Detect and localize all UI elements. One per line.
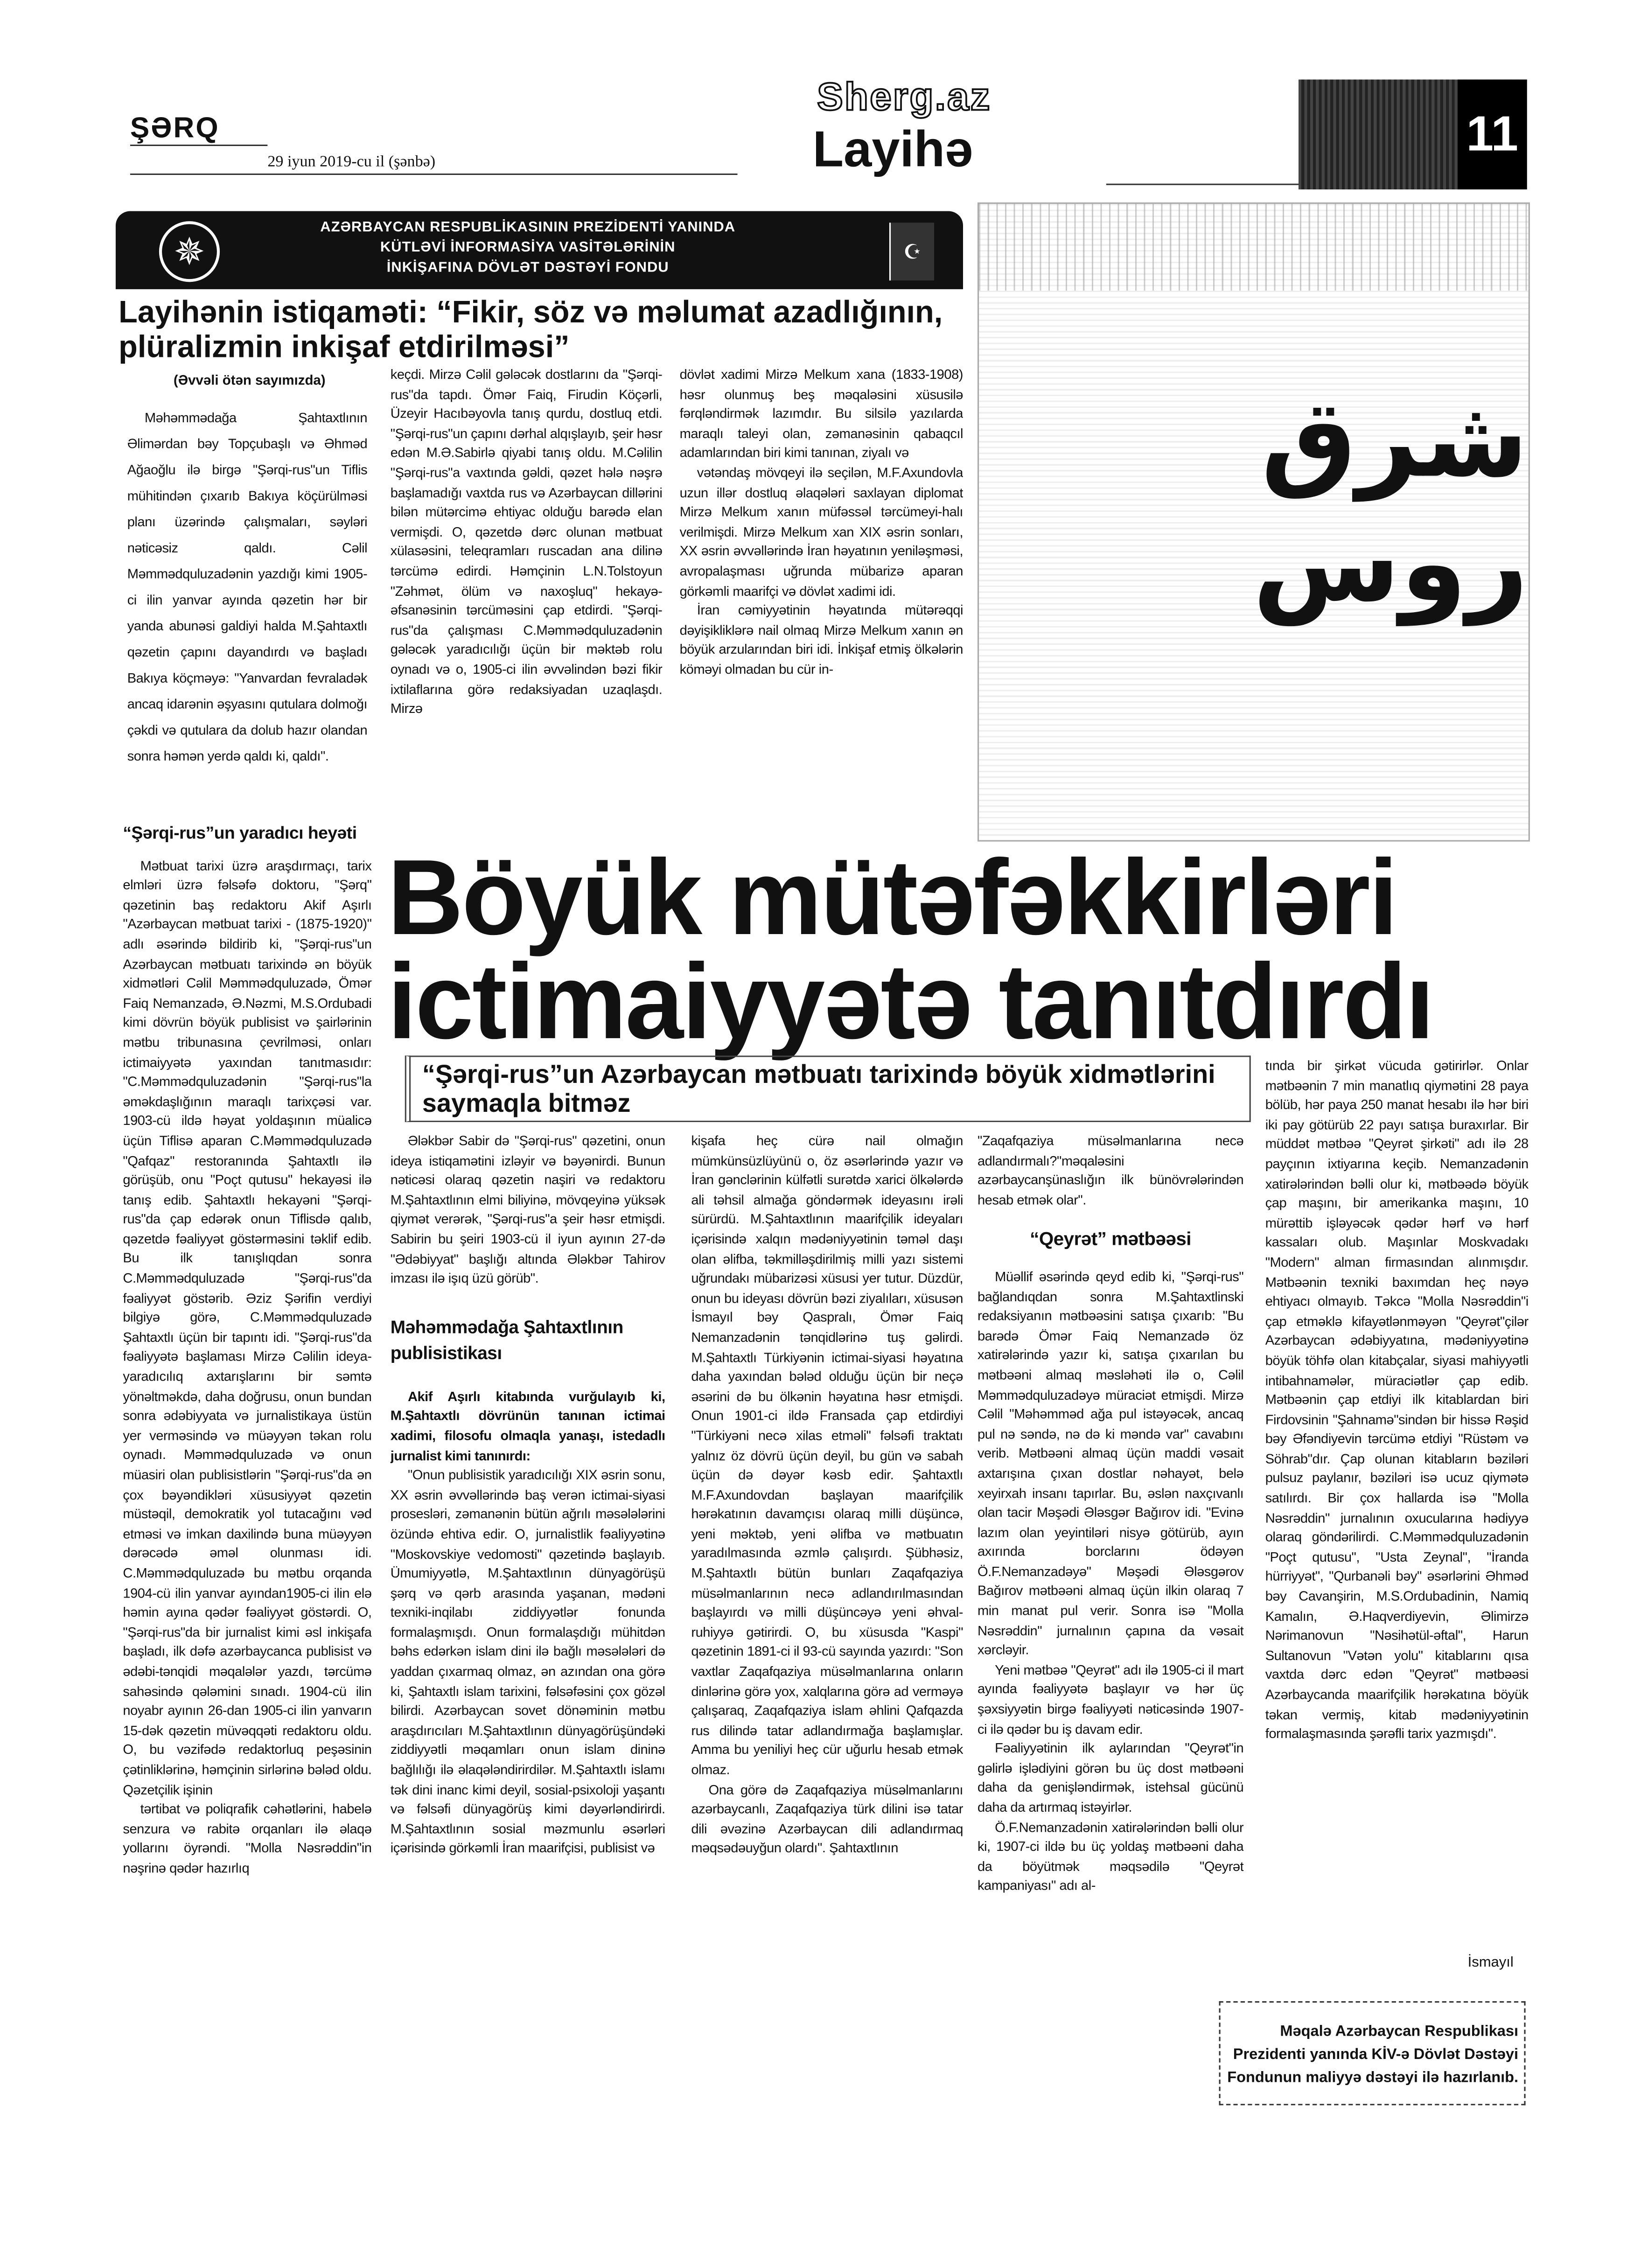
paragraph: Fəaliyyətinin ilk aylarından "Qeyrət"in gəlirlə işlədiyini görən bu üç dost mətbəəni daha da genişləndirmək, istehsal gücünü daha da artırmaq istəyirlər.	[977, 1739, 1244, 1815]
page-number-box	[1299, 79, 1527, 189]
banner-line: İNKİŞAFINA DÖVLƏT DƏSTƏYİ FONDU	[386, 260, 669, 276]
divider	[130, 174, 738, 175]
site-name: Sherg.az	[817, 75, 992, 119]
paragraph: Yeni mətbəə "Qeyrət" adı ilə 1905-ci il mart ayında fəaliyyətə başlayır və hər üç şəxsiyyətin birgə fəaliyyəti nəticəsində 1907-ci ilə qədər bu iş davam edir.	[977, 1661, 1244, 1736]
subtitle: “Şərqi-rus”un Azərbaycan mətbuatı tarixində böyük xidmətlərini saymaqla bitməz	[422, 1060, 1215, 1118]
column-3-bottom	[691, 1131, 963, 2099]
section-title: Layihə	[812, 121, 973, 178]
credit-line: Prezidenti yanında KİV-ə Dövlət Dəstəyi	[1233, 2046, 1519, 2064]
issue-date: 29 iyun 2019-cu il (şənbə)	[267, 153, 436, 171]
paragraph: "Onun publisistik yaradıcılığı XIX əsrin sonu, XX əsrin əvvəllərində baş verən ictimai-siyasi prosesləri, zəmanənin bütün ağrılı məsələlərini özündə ehtiva edir. O, jurnalistlik fəaliyyətinə "Moskovskiye vedomosti" qəzetində başlayıb. Ümumiyyətlə, M.Şahtaxtlının dünyagörüşü şərq və qərb arasında yaşanan, mədəni texniki-inqilabı ziddiyyətlər fonunda formalaşmışdı. Onun formalaşdığı mühitdən bəhs edərkən islam dini ilə bağlı məsələləri də yaddan çıxarmaq olmaz, ən azından ona görə ki, Şahtaxtlı islam tarixini, fəlsəfəsini çox gözəl bilirdi. Azərbaycan sovet dönəminin mətbu araşdırıcıları M.Şahtaxtlının dünyagörüşündəki ziddiyyətli məqamları onun islam dininə bağlılığı ilə əlaqələndirirdilər. M.Şahtaxtlı islamı tək dini inanc kimi deyil, sosial-psixoloji yaşantı və fəlsəfi dünyagörüş kimi dəyərləndirirdi. M.Şahtaxtlının sosial məzmunlu əsərləri içərisində görkəmli İran maarifçisi, publisist və	[390, 1466, 665, 1856]
banner-line: AZƏRBAYCAN RESPUBLİKASININ PREZİDENTİ YANINDA	[320, 220, 736, 236]
paragraph: dövlət xadimi Mirzə Melkum xana (1833-1908) həsr olunmuş beş məqaləsini xüsusilə fərqləndirmək lazımdır. Bu silsilə yazılarda maraqlı taleyi olan, zəmanəsinin qabaqcıl adamlarından biri kimi tanınan, ziyalı və	[679, 366, 964, 461]
banner-line: KÜTLƏVİ İNFORMASİYA VASİTƏLƏRİNİN	[380, 240, 676, 256]
paragraph: keçdi. Mirzə Cəlil gələcək dostlarını da "Şərqi-rus"da tapdı. Ömər Faiq, Firudin Köçərli, Üzeyir Hacıbəyovla tanış qurdu, dostluq etdi. "Şərqi-rus"un çapını dərhal alqışlayıb, şeir həsr edən M.Ə.Sabirlə qiyabi tanış oldu. M.Cəlilin "Şərqi-rus"a vaxtında gəldi, qəzet hələ nəşrə başlamadığı vaxtda rus və Azərbaycan dillərini bilən mütərcimə ehtiyac olduğu barədə elan vermişdi. O, qəzetdə dərc olunan mətbuat xülasəsini, teleqramları ruscadan ana dilinə tərcümə edirdi. Həmçinin L.N.Tolstoyun "Zəhmət, ölüm və naxoşluq" hekayə-əfsanəsinin tərcüməsini çap etdirdi. "Şərqi-rus"da çalışması C.Məmmədquluzadənin gələcək yaradıcılığı üçün bir məktəb rolu oynadı və o, 1905-ci ilin əvvəlindən bəzi fikir ixtilaflarına görə redaksiyadan uzaqlaşdı. Mirzə	[390, 366, 663, 716]
main-title-line-2: ictimaiyyətə tanıtdırdı	[387, 941, 1433, 1061]
continued-note: (Əvvəli ötən sayımızda)	[173, 373, 326, 389]
arabic-calligraphy: شرق روس	[1252, 377, 1529, 626]
newspaper-masthead-photo	[978, 202, 1530, 842]
paragraph: kişafa heç cürə nail olmağın mümkünsüzlüyünü o, öz əsərlərində yazır və İran gənclərinin külfətli surətdə xarici ölkələrdə ali təhsil almağa göndərmək ideyasını irəli sürürdü. M.Şahtaxtlının maarifçilik ideyaları içərisində xalqın mədəniyyətinin təməl daşı olan əlifba, təkmilləşdirilmiş milli yazı sistemi uğrundakı mübarizəsi xüsusi yer tutur. Düzdür, onun bu ideyası dövrün bəzi ziyalıları, xüsusən İsmayıl bəy Qaspralı, Ömər Faiq Nemanzadənin tənqidlərinə tuş gəlirdi. M.Şahtaxtlı Türkiyənin ictimai-siyasi həyatına daha yaxından bələd olduğu üçün bir neçə əsərini də bu ölkənin həyatına həsr etmişdi. Onun 1901-ci ildə Fransada çap etdirdiyi "Türkiyəni necə xilas etməli" fəlsəfi traktatı yalnız öz dövrü üçün deyil, bu gün və sabah üçün də dəyər kəsb edir. Şahtaxtlı M.F.Axundovdan başlayan maarifçilik hərəkatının davamçısı olaraq milli düşüncə, yeni məktəb, yeni əlifba və mətbuatın yaradılmasında əzmlə çalışırdı. Şübhəsiz, M.Şahtaxtlı bütün bunları Zaqafqaziya müsəlmanlarının necə adlandırılmasından başlayırdı və milli düşüncəyə yeni əhval-ruhiyyə gətirirdi. O, bu xüsusda "Kaspi" qəzetinin 1891-ci il 93-cü sayında yazırdı: "Son vaxtlar Zaqafqaziya müsəlmanlarına onların dinlərinə görə yox, xalqlarına görə ad verməyə çalışaraq, Zaqafqaziya islam əhlini Qafqazda rus dilində tatar adlandırmağa başlamışlar. Amma bu yeniliyi heç cür uğurlu hesab etmək olmaz.	[691, 1132, 964, 1777]
paragraph: İran cəmiyyətinin həyatında mütərəqqi dəyişikliklərə nail olmaq Mirzə Melkum xanın ən böyük arzularından biri idi. İnkişaf etmiş ölkələrin köməyi olmadan bu cür in-	[679, 601, 964, 677]
paragraph: Ələkbər Sabir də "Şərqi-rus" qəzetini, onun ideya istiqamətini izləyir və bəyənirdi. Bunun nəticəsi olaraq qəzetin naşiri və redaktoru M.Şahtaxtlının elmi biliyinə, mövqeyinə yüksək qiymət verərək, "Şərqi-rus"a şeir həsr etmişdi. Sabirin bu şeiri 1903-cü il iyun ayının 27-də "Ədəbiyyat" başlığı altında Ələkbər Tahirov imzası ilə işıq üzü görüb".	[390, 1132, 665, 1286]
divider	[130, 145, 267, 146]
paragraph: Ona görə də Zaqafqaziya müsəlmanlarını azərbaycanlı, Zaqafqaziya türk dilini isə tatar dili əvəzinə Azərbaycan dili adlandırmaq məqsədəuyğun olardı". Şahtaxtlının	[691, 1780, 964, 1856]
paragraph: vətəndaş mövqeyi ilə seçilən, M.F.Axundovla uzun illər dostluq əlaqələri saxlayan diplomat Mirzə Melkum xanın müfəssəl tərcümeyi-halı verilmişdi. Mirzə Melkum xan XIX əsrin sonları, XX əsrin əvvəllərində İran həyatının yeniləşməsi, avropalaşması uğrunda mübarizə aparan görkəmli maarifçi və dövlət xadimi idi.	[679, 464, 964, 598]
column-1-bottom	[123, 813, 371, 2100]
flag-icon: ☪	[889, 223, 934, 280]
main-title-line-1: Böyük mütəfəkkirləri	[387, 837, 1397, 957]
subheading: “Şərqi-rus”un yaradıcı heyəti	[123, 823, 357, 843]
column-2-bottom	[391, 1131, 665, 2099]
column-5	[1265, 1055, 1529, 1937]
page-number: 11	[1458, 79, 1527, 189]
subheading: Məhəmmədağa Şahtaxtlının publisistikası	[390, 1317, 623, 1363]
paragraph: Məhəmmədağa Şahtaxtlının Əlimərdan bəy Topçubaşlı və Əhməd Ağaoğlu ilə birgə "Şərqi-rus"un Tiflis mühitindən çıxarıb Bakıya köçürülməsi planı üzərində çalışmaları, səyləri nəticəsiz qaldı. Cəlil Məmmədquluzadənin yazdığı kimi 1905-ci ilin yanvar ayında qəzetin hər bir yanda abunəsi galdiyi halda M.Şahtaxtlı qəzetin çapını dayandırdı və başladı Bakıya köçməyə: "Yanvardan fevraladək ancaq idarənin əşyasını qutulara dolmoğı çəkdi və qutulara da dolub hazır olandan sonra həmən yerdə qaldı ki, qaldı".	[127, 409, 368, 764]
column-4	[978, 1131, 1243, 2099]
state-emblem-icon: ✵	[159, 221, 220, 282]
subheading: “Qeyrət” mətbəəsi	[1030, 1228, 1192, 1250]
divider	[1106, 184, 1301, 185]
credit-line: Məqalə Azərbaycan Respublikası	[1280, 2023, 1519, 2040]
paragraph: Ö.F.Nemanzadənin xatirələrindən bəlli olur ki, 1907-ci ildə bu üç yoldaş mətbəəni daha da böyütmək məqsədilə "Qeyrət kampaniyası" adı al-	[977, 1818, 1244, 1893]
column-1-top	[127, 405, 367, 810]
paragraph: tərtibat və poliqrafik cəhətlərini, habelə senzura və rabitə orqanları ilə əlaqə yollarını öyrəndi. "Molla Nəsrəddin"in nəşrinə qədər hazırlıq	[123, 1800, 372, 1876]
lead-paragraph: Akif Aşırlı kitabında vurğulayıb ki, M.Şahtaxtlı dövrünün tanınan ictimai xadimi, filosofu olmaqla yanaşı, istedadlı jurnalist kimi tanınırdı:	[390, 1388, 665, 1463]
subtitle-box	[405, 1055, 1251, 1122]
column-2-top	[391, 364, 663, 836]
funding-credit-box	[1219, 2001, 1526, 2105]
column-3-top	[680, 364, 963, 836]
paragraph: Mətbuat tarixi üzrə araşdırmaçı, tarix elmləri üzrə fəlsəfə doktoru, "Şərq" qəzetinin baş redaktoru Akif Aşırlı "Azərbaycan mətbuat tarixi - (1875-1920)" adlı əsərində bildirib ki, "Şərqi-rus"un Azərbaycan mətbuatı tarixində ən böyük xidmətləri Cəlil Məmmədquluzadə, Ömər Faiq Nemanzadə, Ə.Nəzmi, M.S.Ordubadi kimi dövrün böyük publisist və şairlərinin mətbu tribunasına çevrilməsi, onları ictimaiyyətə yaxından tanıtmasıdır: "C.Məmmədquluzadənin "Şərqi-rus"la əməkdaşlığının maraqlı tarixçəsi var. 1903-cü ildə həyat yoldaşının müalicə üçün Tiflisə aparan C.Məmmədquluzadə "Qafqaz" restoranında Şahtaxtlı ilə görüşüb, onu "Poçt qutusu" hekayəsi ilə tanış edib. Şahtaxtlı hekayəni "Şərqi-rus"da çap edərək onun Tiflisdə qalıb, qəzetdə fəaliyyət göstərməsini təklif edib. Bu ilk tanışlıqdan sonra C.Məmmədquluzadə "Şərqi-rus"da fəaliyyət göstərib. Əziz Şərifin verdiyi bilgiyə görə, C.Məmmədquluzadə Şahtaxtlı üçün bir tapıntı idi. "Şərqi-rus"da fəaliyyətə başlaması Mirzə Cəlilin ideya-yaradıcılıq axtarışlarını bir səmtə yönəltməkdə, daha doğrusu, onun bundan sonra ədəbiyyata və jurnalistikaya üstün yer verməsində və müəyyən təkan rolu oynadı. Məmmədquluzadə və onun müasiri olan publisistlərin "Şərqi-rus"da ən çox bəyəndikləri xüsusiyyət qəzetin müstəqil, demokratik yol tutacağını vəd etməsi və imkan daxilində buna müəyyən dərəcədə əməl olunması idi. C.Məmmədquluzadə bu mətbu orqanda 1904-cü ilin yanvar ayından1905-ci ilin elə həmin ayına qədər fəaliyyət göstərdi. O, "Şərqi-rus"da bir jurnalist kimi əsl inkişafa başladı, ilk dəfə azərbaycanca publisist və ədəbi-tənqidi məqalələr yazdı, tərcümə sahəsində qələmini sınadı. 1904-cü ilin noyabr ayının 26-dan 1905-ci ilin yanvarın 15-dək qəzetin müvəqqəti redaktoru oldu. O, bu vəzifədə redaktorluq peşəsinin çətinliklərinə, həmçinin sirlərinə bələd oldu. Qəzetçilik işinin	[123, 857, 372, 1797]
author-signature: İsmayıl	[1467, 1954, 1514, 1971]
project-headline: Layihənin istiqaməti: “Fikir, söz və məlumat azadlığının, plüralizmin inkişaf etdirilməsi”	[119, 295, 943, 364]
paragraph: "Zaqafqaziya müsəlmanlarına necə adlandırmalı?"məqaləsini azərbaycanşünaslığın ilk bünövrələrindən hesab etmək olar".	[977, 1132, 1244, 1207]
paragraph: tında bir şirkət vücuda gətirirlər. Onlar mətbəənin 7 min manatlıq qiymətini 28 paya bölüb, hər paya 250 manat hesabı ilə hər biri iki pay götürüb 22 payı satışa buraxırlar. Bir müddət mətbəə "Qeyrət şirkəti" adı ilə 28 payçının ixtiyarına keçib. Nemanzadənin xatirələrindən bəlli olur ki, mətbəədə böyük çap maşını, bir amerikanka maşını, 10 mürəttib işləyəcək qədər hərf və hərf kassaları olub. Maşınlar Moskvadakı "Modern" alman firmasından alınmışdır. Mətbəənin texniki baxımdan heç nəyə ehtiyacı olmayıb. Təkcə "Molla Nəsrəddin"i çap etməklə kifayətlənməyən "Qeyrət"çilər Azərbaycan ədəbiyyatına, mədəniyyətinə böyük töhfə olan kitabçalar, siyasi mahiyyətli intibahnamələr, müraciətlər çap edib. Mətbəənin çap etdiyi ilk kitablardan biri Firdovsinin "Şahnamə"sindən bir hissə Rəşid bəy Əfəndiyevin tərcümə etdiyi "Rüstəm və Söhrab"dır. Çap olunan kitabların bəziləri pulsuz paylanır, bəziləri isə ucuz qiymətə satılırdı. Bir çox hallarda isə "Molla Nəsrəddin" jurnalının oxucularına hədiyyə olaraq göndərilirdi. C.Məmmədquluzadənin "Poçt qutusu", "Usta Zeynal", "İranda hürriyyət", "Qurbanəli bəy" əsərlərini Əhməd bəy Cavanşirin, M.S.Ordubadinin, Namiq Kamalın, Ə.Haqverdiyevin, Əlimirzə Nərimanovun "Nəsihətül-əftal", Harun Sultanovun "Vətən yolu" kitablarını qısa vaxtda dərc edən "Qeyrət" mətbəəsi Azərbaycanda maarifçilik hərəkatına böyük təkan vermiş, kitab mədəniyyətinin formalaşmasında şərəfli tarix yazmışdı".	[1265, 1057, 1529, 1741]
fund-banner	[116, 211, 963, 289]
newspaper-logo: ŞƏRQ	[130, 112, 220, 145]
paragraph: Müəllif əsərində qeyd edib ki, "Şərqi-rus" bağlandıqdan sonra M.Şahtaxtlinski redaksiyanın mətbəəsini satışa çıxarıb: "Bu barədə Ömər Faiq Nemanzadə öz xatirələrində yazır ki, satışa çıxarılan bu mətbəəni almaq məsləhəti ilə o, Cəlil Məmmədquluzadəyə müraciət etmişdi. Mirzə Cəlil "Məhəmməd ağa pul istəyəcək, ancaq pul nə səndə, nə də ki məndə var" cavabını verib. Mətbəəni almaq üçün maddi vəsait axtarışına çıxan dostlar nəhayət, belə xeyirxah insanı tapırlar. Bu, əslən naxçıvanlı olan tacir Məşədi Ələsgər Bağırov idi. "Evinə lazım olan yeyintiləri nisyə götürüb, ayın axırında borclarını ödəyən Ö.F.Nemanzadəyə" Məşədi Ələsgərov Bağırov mətbəəni almaq üçün ilkin olaraq 7 min manat pul verir. Sonra isə "Molla Nəsrəddin" jurnalının çapına da vəsait xərcləyir.	[977, 1268, 1244, 1658]
credit-line: Fondunun maliyyə dəstəyi ilə hazırlanıb.	[1227, 2069, 1519, 2087]
